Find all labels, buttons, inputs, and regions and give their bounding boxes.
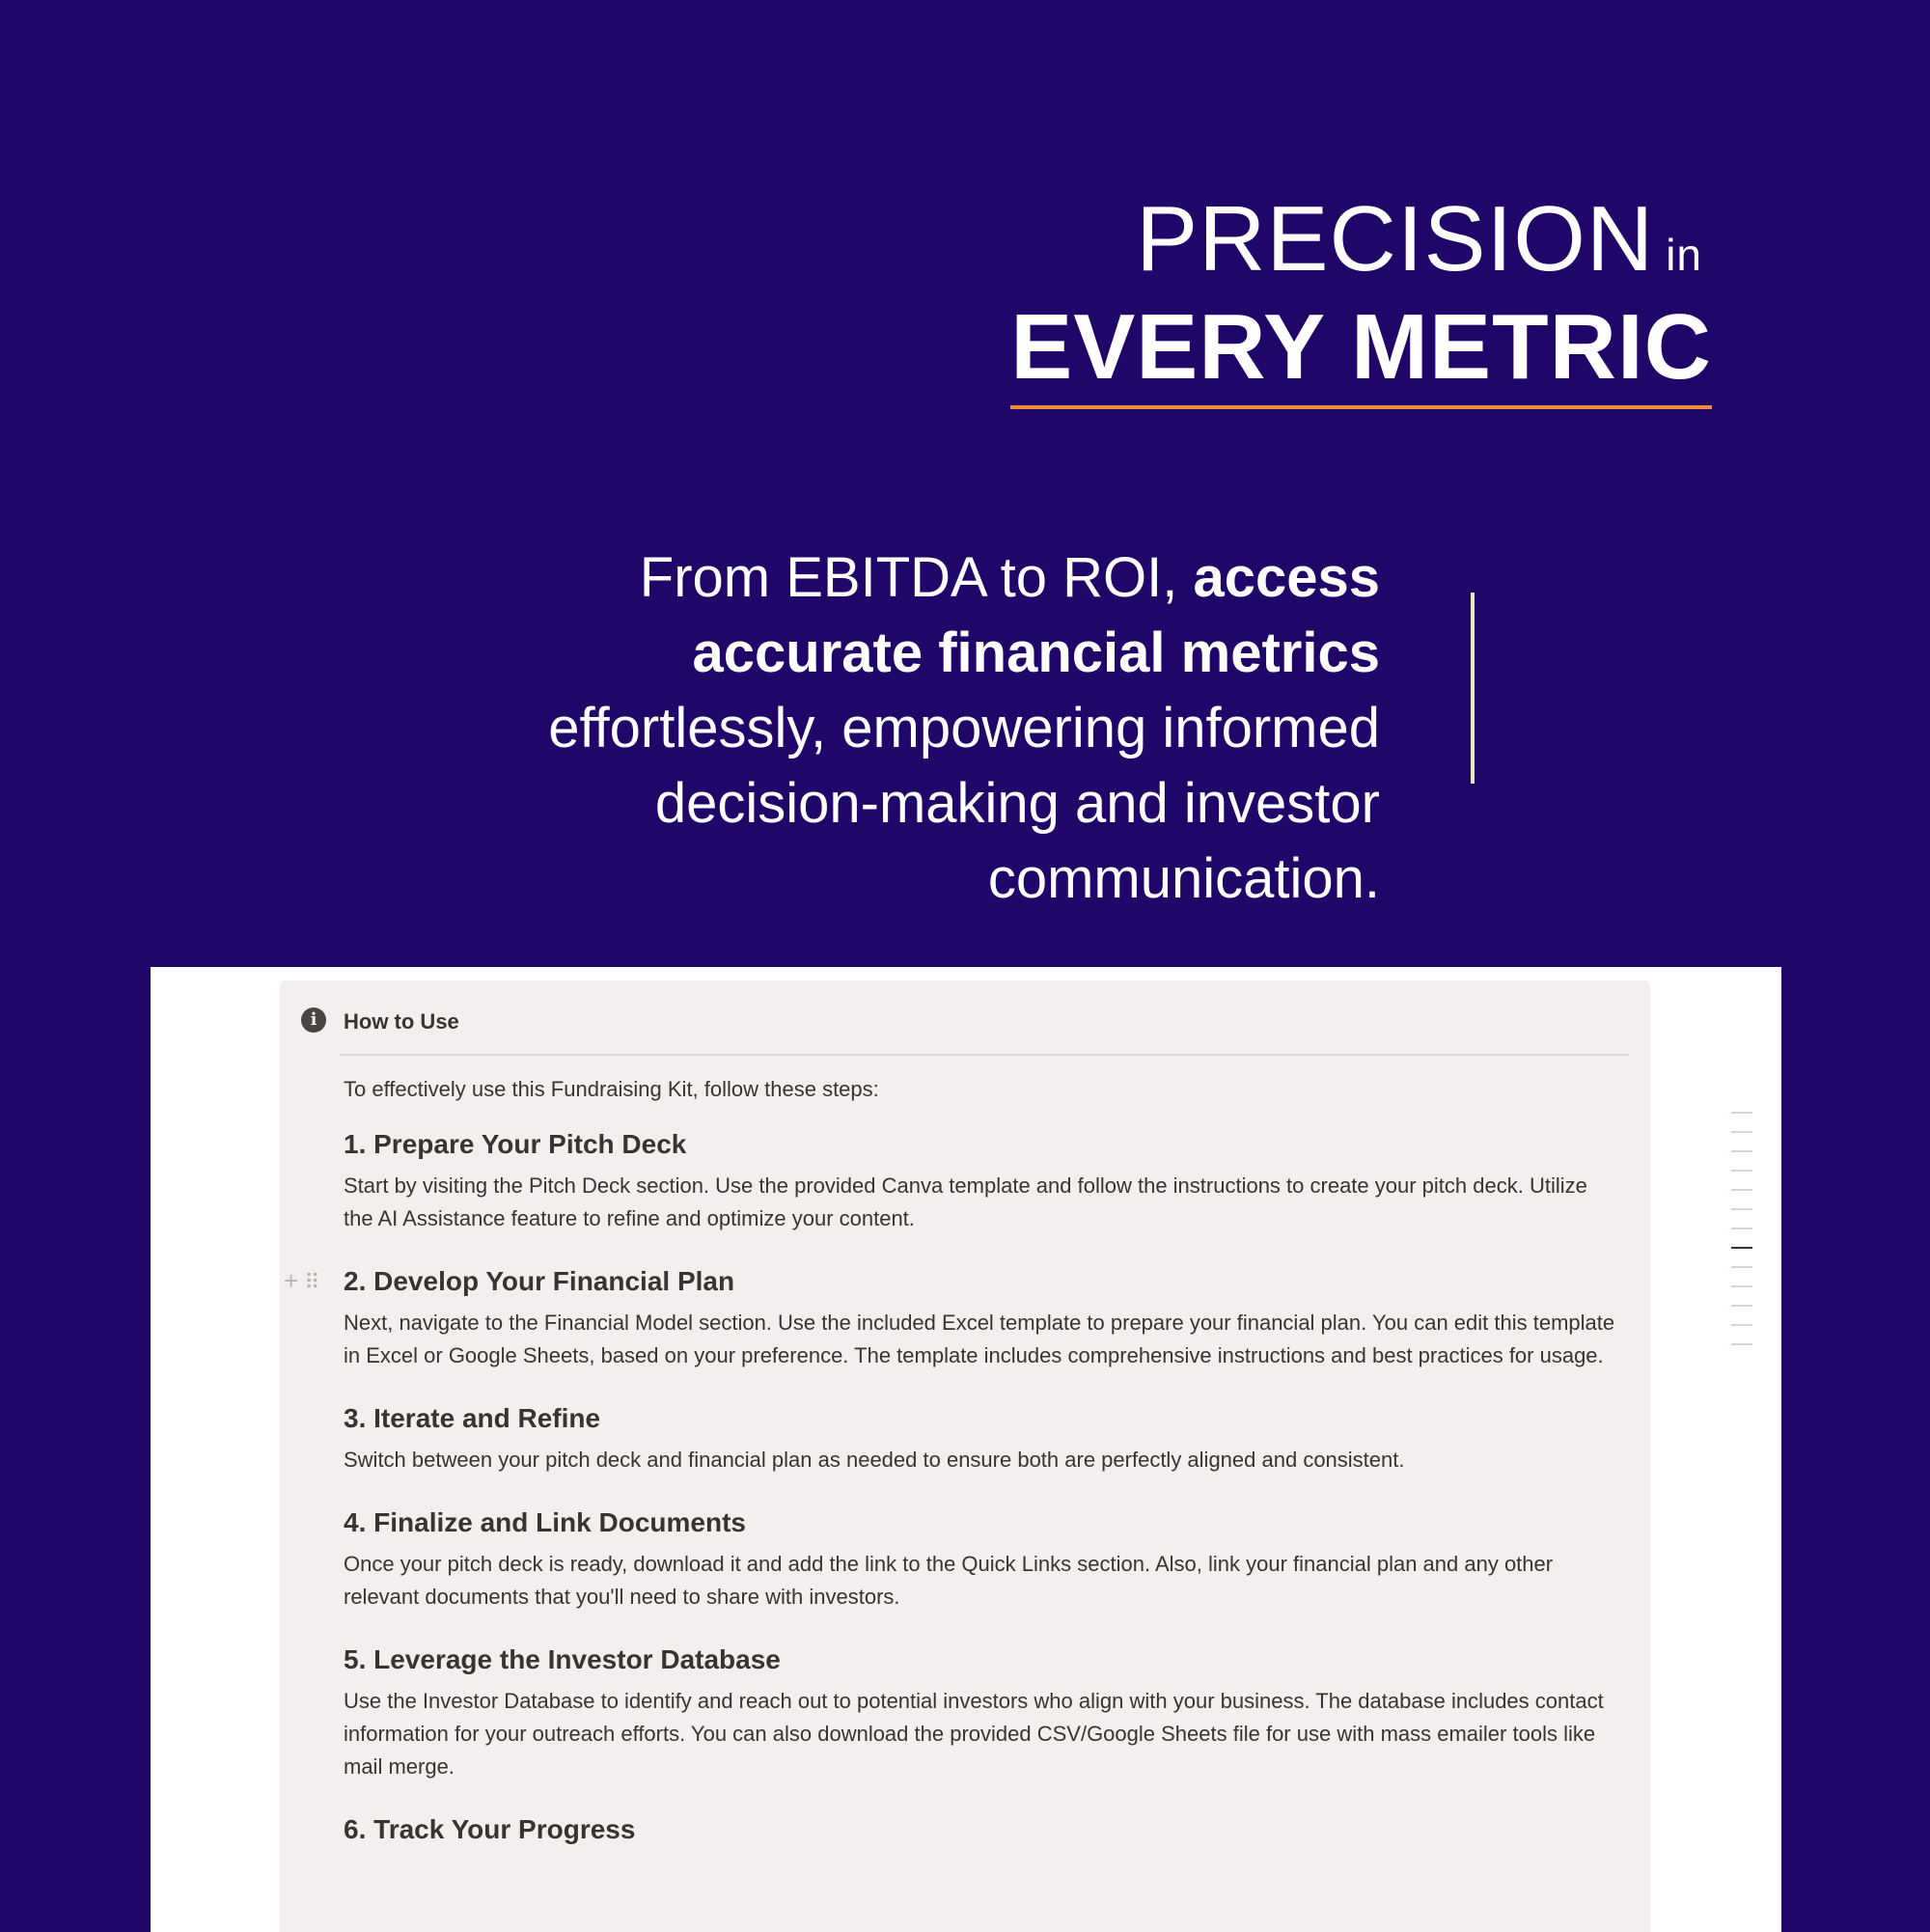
toc-line[interactable] (1731, 1112, 1752, 1114)
step-heading[interactable]: 1. Prepare Your Pitch Deck (344, 1129, 687, 1159)
info-icon: i (301, 1007, 326, 1033)
headline-line-2: EVERY METRIC (1010, 301, 1712, 409)
callout-divider (340, 1054, 1629, 1056)
notion-page-screenshot (151, 967, 1781, 1932)
step-heading[interactable]: 2. Develop Your Financial Plan (344, 1266, 735, 1296)
tagline (405, 540, 1380, 917)
toc-line[interactable] (1731, 1305, 1752, 1307)
add-block-icon[interactable]: + (284, 1266, 299, 1295)
headline-precision: PRECISION (1136, 187, 1655, 290)
tagline-bold: access accurate financial metrics (692, 546, 1380, 684)
drag-handle-icon[interactable]: ⠿ (304, 1270, 318, 1294)
step-text[interactable]: Switch between your pitch deck and financial plan as needed to ensure both are perfectly aligned and consistent. (344, 1448, 1405, 1472)
step-1 (344, 1127, 1617, 1235)
step-3 (344, 1401, 1617, 1477)
toc-line[interactable] (1731, 1150, 1752, 1152)
toc-line[interactable] (1731, 1228, 1752, 1229)
step-heading[interactable]: 4. Finalize and Link Documents (344, 1507, 746, 1537)
toc-line[interactable] (1731, 1324, 1752, 1326)
headline-line-1 (843, 187, 1712, 290)
step-6 (344, 1812, 1617, 1847)
step-text[interactable]: Start by visiting the Pitch Deck section. Use the provided Canva template and follow the instructions to create your pitch deck. Utilize the AI Assistance feature to refine and optimize your content. (344, 1173, 1587, 1230)
toc-line[interactable] (1731, 1170, 1752, 1172)
headline (843, 187, 1712, 409)
headline-in: in (1666, 230, 1702, 280)
step-2 (284, 1264, 1617, 1372)
toc-line[interactable] (1731, 1285, 1752, 1287)
toc-line[interactable] (1731, 1131, 1752, 1133)
step-text[interactable]: Next, navigate to the Financial Model section. Use the included Excel template to prepare your financial plan. You can edit this template in Excel or Google Sheets, based on your preference. The template includes comprehensive instructions and best practices for usage. (344, 1311, 1615, 1367)
toc-line[interactable] (1731, 1343, 1752, 1345)
block-tools (284, 1266, 317, 1297)
toc-line[interactable] (1731, 1247, 1752, 1249)
step-5 (344, 1642, 1617, 1783)
step-heading[interactable]: 5. Leverage the Investor Database (344, 1644, 781, 1674)
toc-line[interactable] (1731, 1266, 1752, 1268)
step-heading[interactable]: 6. Track Your Progress (344, 1814, 636, 1844)
callout-body (284, 1073, 1617, 1876)
callout-title: How to Use (344, 1009, 459, 1034)
tagline-part-2: effortlessly, empowering informed decision-making and investor communication. (548, 697, 1380, 910)
how-to-use-callout (280, 980, 1650, 1932)
step-text[interactable]: Use the Investor Database to identify and reach out to potential investors who align with your business. The database includes contact information for your outreach efforts. You can also download the provided CSV/Google Sheets file for use with mass emailer tools like mail merge. (344, 1689, 1604, 1779)
tagline-part-1: From EBITDA to ROI, (639, 546, 1194, 609)
toc-line[interactable] (1731, 1189, 1752, 1191)
callout-intro: To effectively use this Fundraising Kit, follow these steps: (344, 1077, 879, 1101)
tagline-divider (1471, 593, 1475, 784)
step-text[interactable]: Once your pitch deck is ready, download it and add the link to the Quick Links section. Also, link your financial plan and any other relevant documents that you'll need to share with investors. (344, 1552, 1554, 1609)
toc-line[interactable] (1731, 1208, 1752, 1210)
step-heading[interactable]: 3. Iterate and Refine (344, 1403, 601, 1433)
step-4 (344, 1505, 1617, 1614)
table-of-contents-minimap[interactable] (1731, 1112, 1752, 1363)
